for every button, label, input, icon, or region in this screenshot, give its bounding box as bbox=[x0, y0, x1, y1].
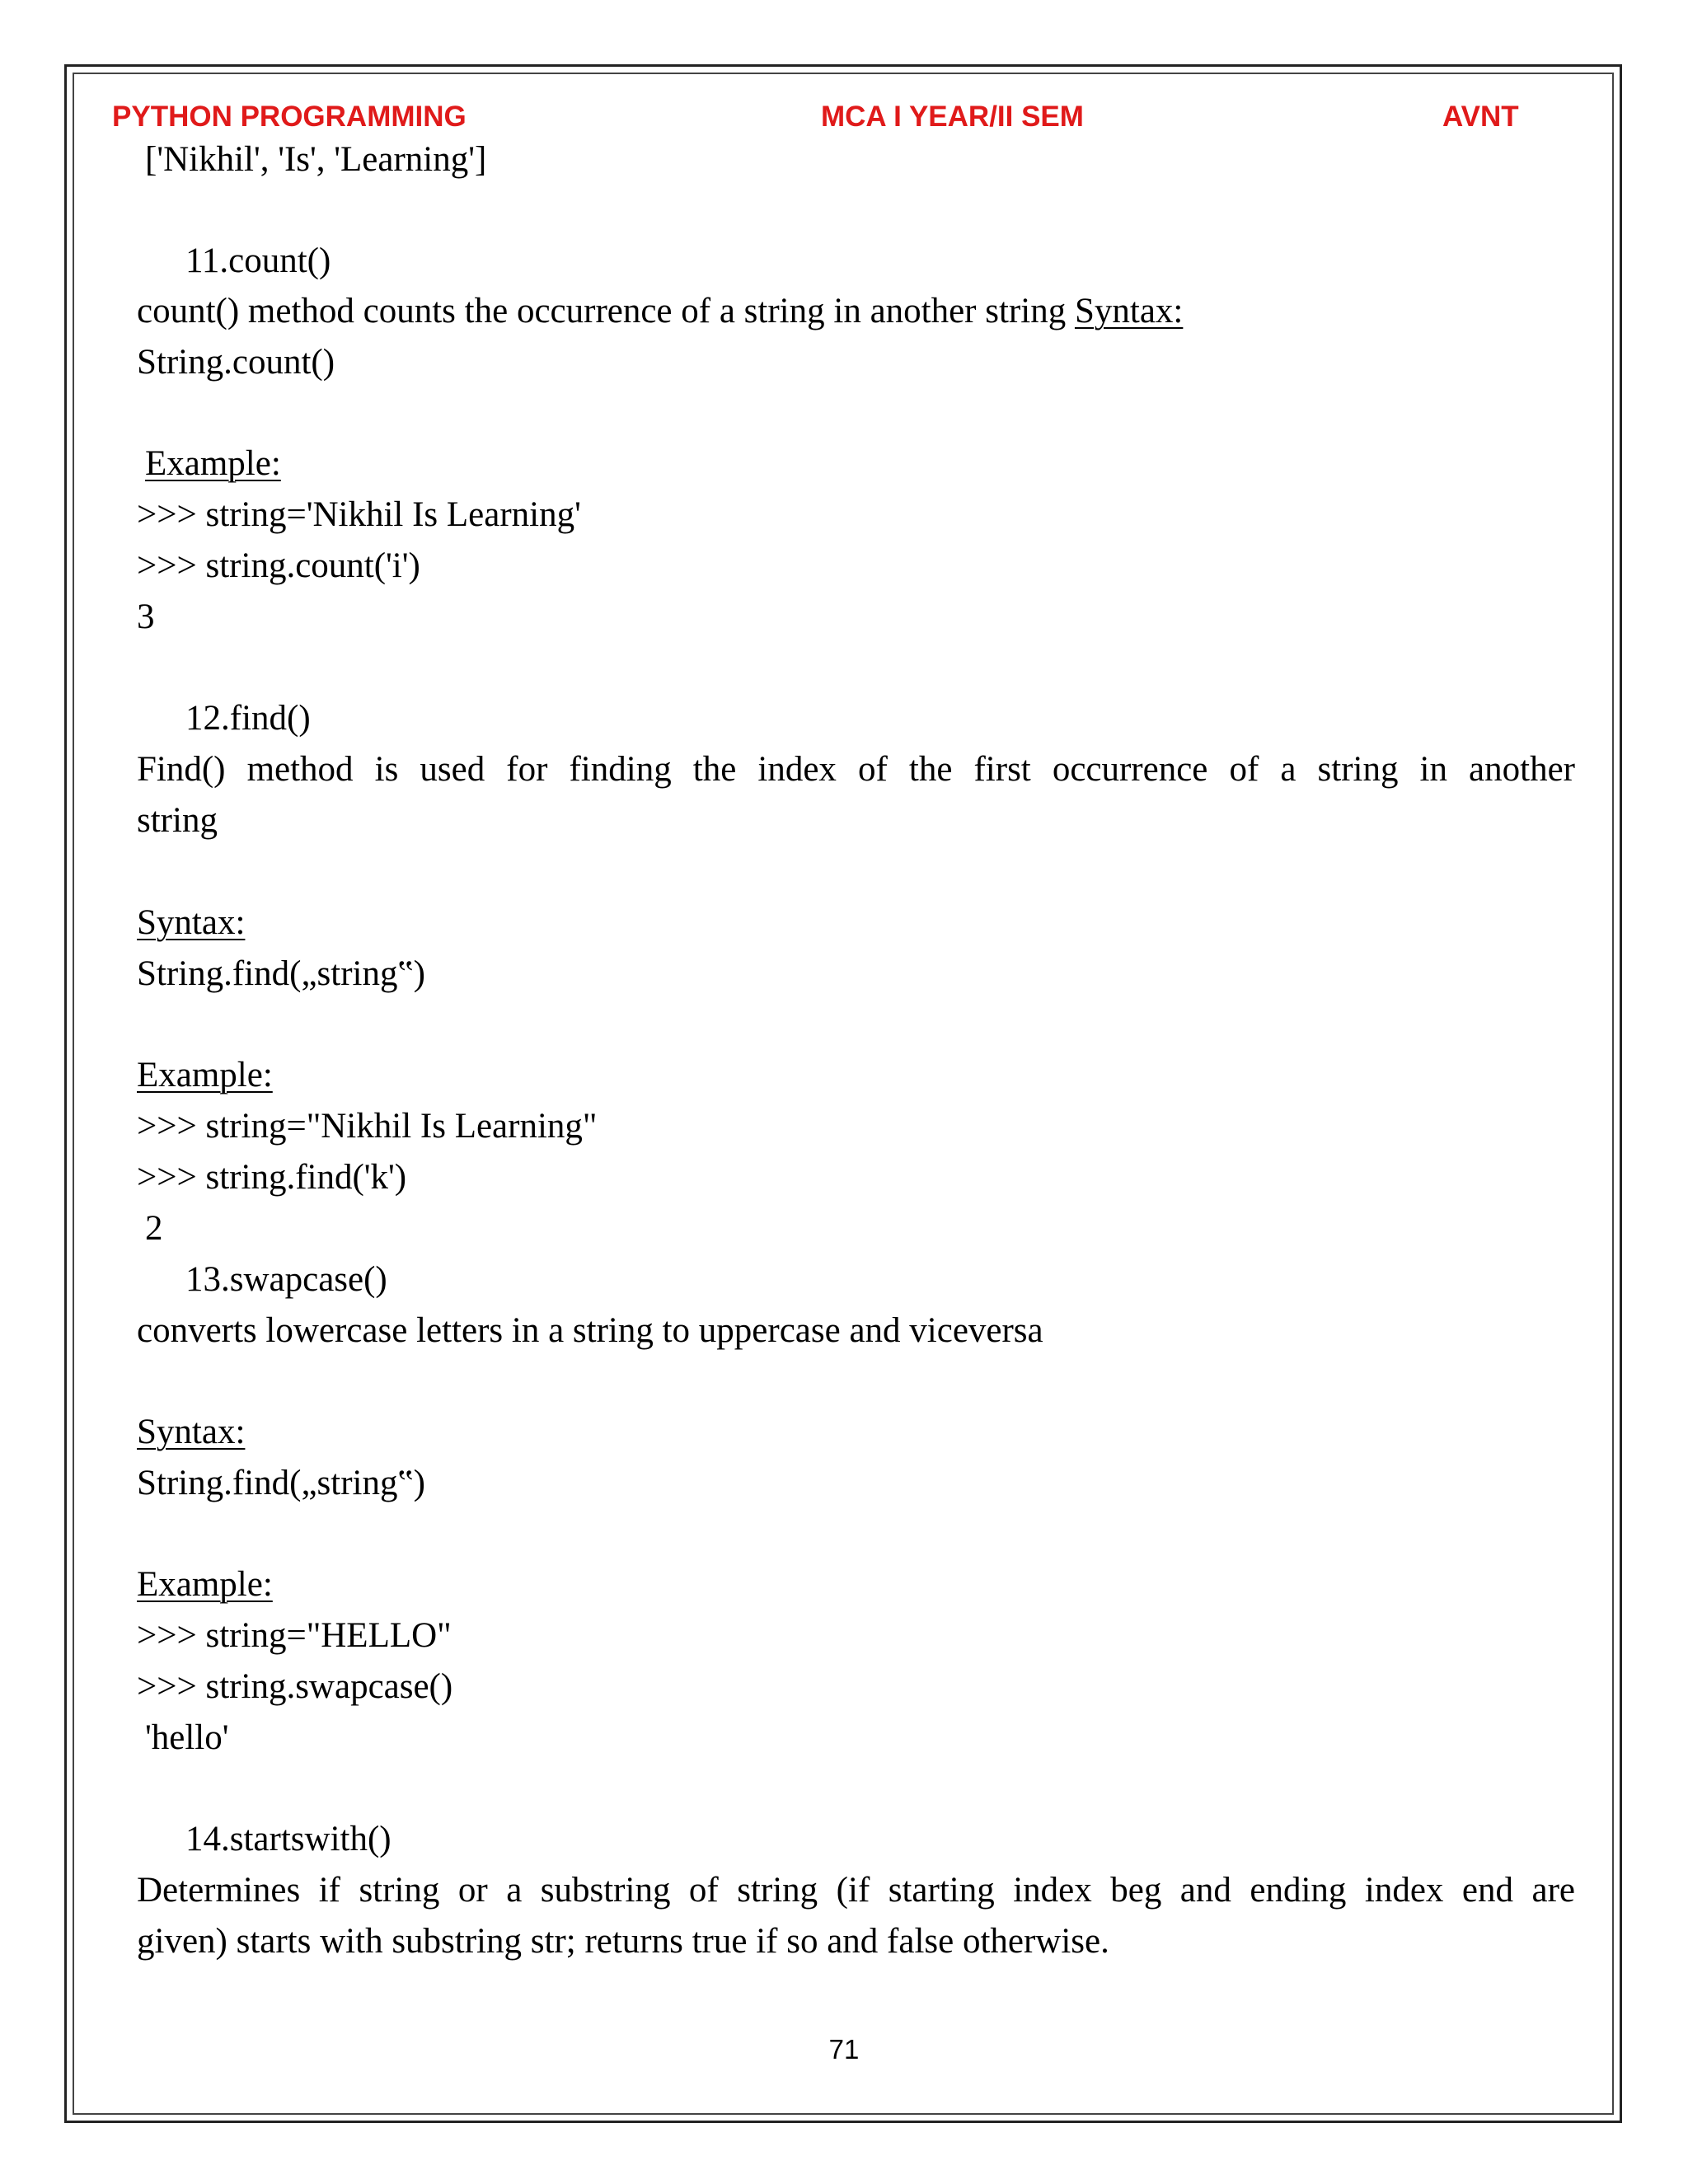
count-syntax-label: Syntax: bbox=[1074, 292, 1184, 330]
page-number: 71 bbox=[828, 2034, 860, 2064]
startswith-heading: 14.startswith() bbox=[185, 1820, 392, 1858]
count-example-label: Example: bbox=[145, 444, 281, 483]
find-example-output: 2 bbox=[145, 1209, 163, 1248]
swapcase-heading: 13.swapcase() bbox=[185, 1260, 387, 1299]
find-example-line-2: >>> string.find('k') bbox=[137, 1158, 407, 1197]
swapcase-example-line-1: >>> string="HELLO" bbox=[137, 1616, 452, 1655]
header-course-title: PYTHON PROGRAMMING bbox=[112, 101, 467, 133]
find-syntax: String.find(„string‟) bbox=[137, 954, 425, 993]
swapcase-example-line-2: >>> string.swapcase() bbox=[137, 1667, 453, 1706]
find-example-line-1: >>> string="Nikhil Is Learning" bbox=[137, 1107, 598, 1146]
find-description-line-2: string bbox=[137, 801, 218, 840]
swapcase-example-label: Example: bbox=[137, 1565, 273, 1604]
swapcase-syntax: String.find(„string‟) bbox=[137, 1464, 425, 1502]
find-description-line-1: Find() method is used for finding the index of the first occurrence of a string in another bbox=[137, 750, 1575, 789]
find-example-label: Example: bbox=[137, 1056, 273, 1094]
startswith-description-line-2: given) starts with substring str; returns true if so and false otherwise. bbox=[137, 1922, 1109, 1961]
find-syntax-label: Syntax: bbox=[137, 903, 246, 942]
count-desc-text: count() method counts the occurrence of a string in another string bbox=[137, 292, 1075, 330]
count-example-line-1: >>> string='Nikhil Is Learning' bbox=[137, 495, 581, 534]
split-output: ['Nikhil', 'Is', 'Learning'] bbox=[145, 140, 487, 179]
count-syntax: String.count() bbox=[137, 343, 335, 382]
swapcase-description: converts lowercase letters in a string to uppercase and viceversa bbox=[137, 1311, 1043, 1350]
startswith-description-line-1: Determines if string or a substring of string (if starting index beg and ending index end are bbox=[137, 1871, 1575, 1910]
count-example-line-2: >>> string.count('i') bbox=[137, 546, 420, 585]
swapcase-example-output: 'hello' bbox=[145, 1718, 229, 1757]
count-example-output: 3 bbox=[137, 598, 155, 636]
count-description bbox=[137, 293, 1575, 329]
header-author: AVNT bbox=[1442, 101, 1519, 133]
find-heading: 12.find() bbox=[185, 699, 311, 738]
count-heading: 11.count() bbox=[185, 241, 331, 280]
swapcase-syntax-label: Syntax: bbox=[137, 1413, 246, 1451]
header-year-sem: MCA I YEAR/II SEM bbox=[821, 101, 1084, 133]
